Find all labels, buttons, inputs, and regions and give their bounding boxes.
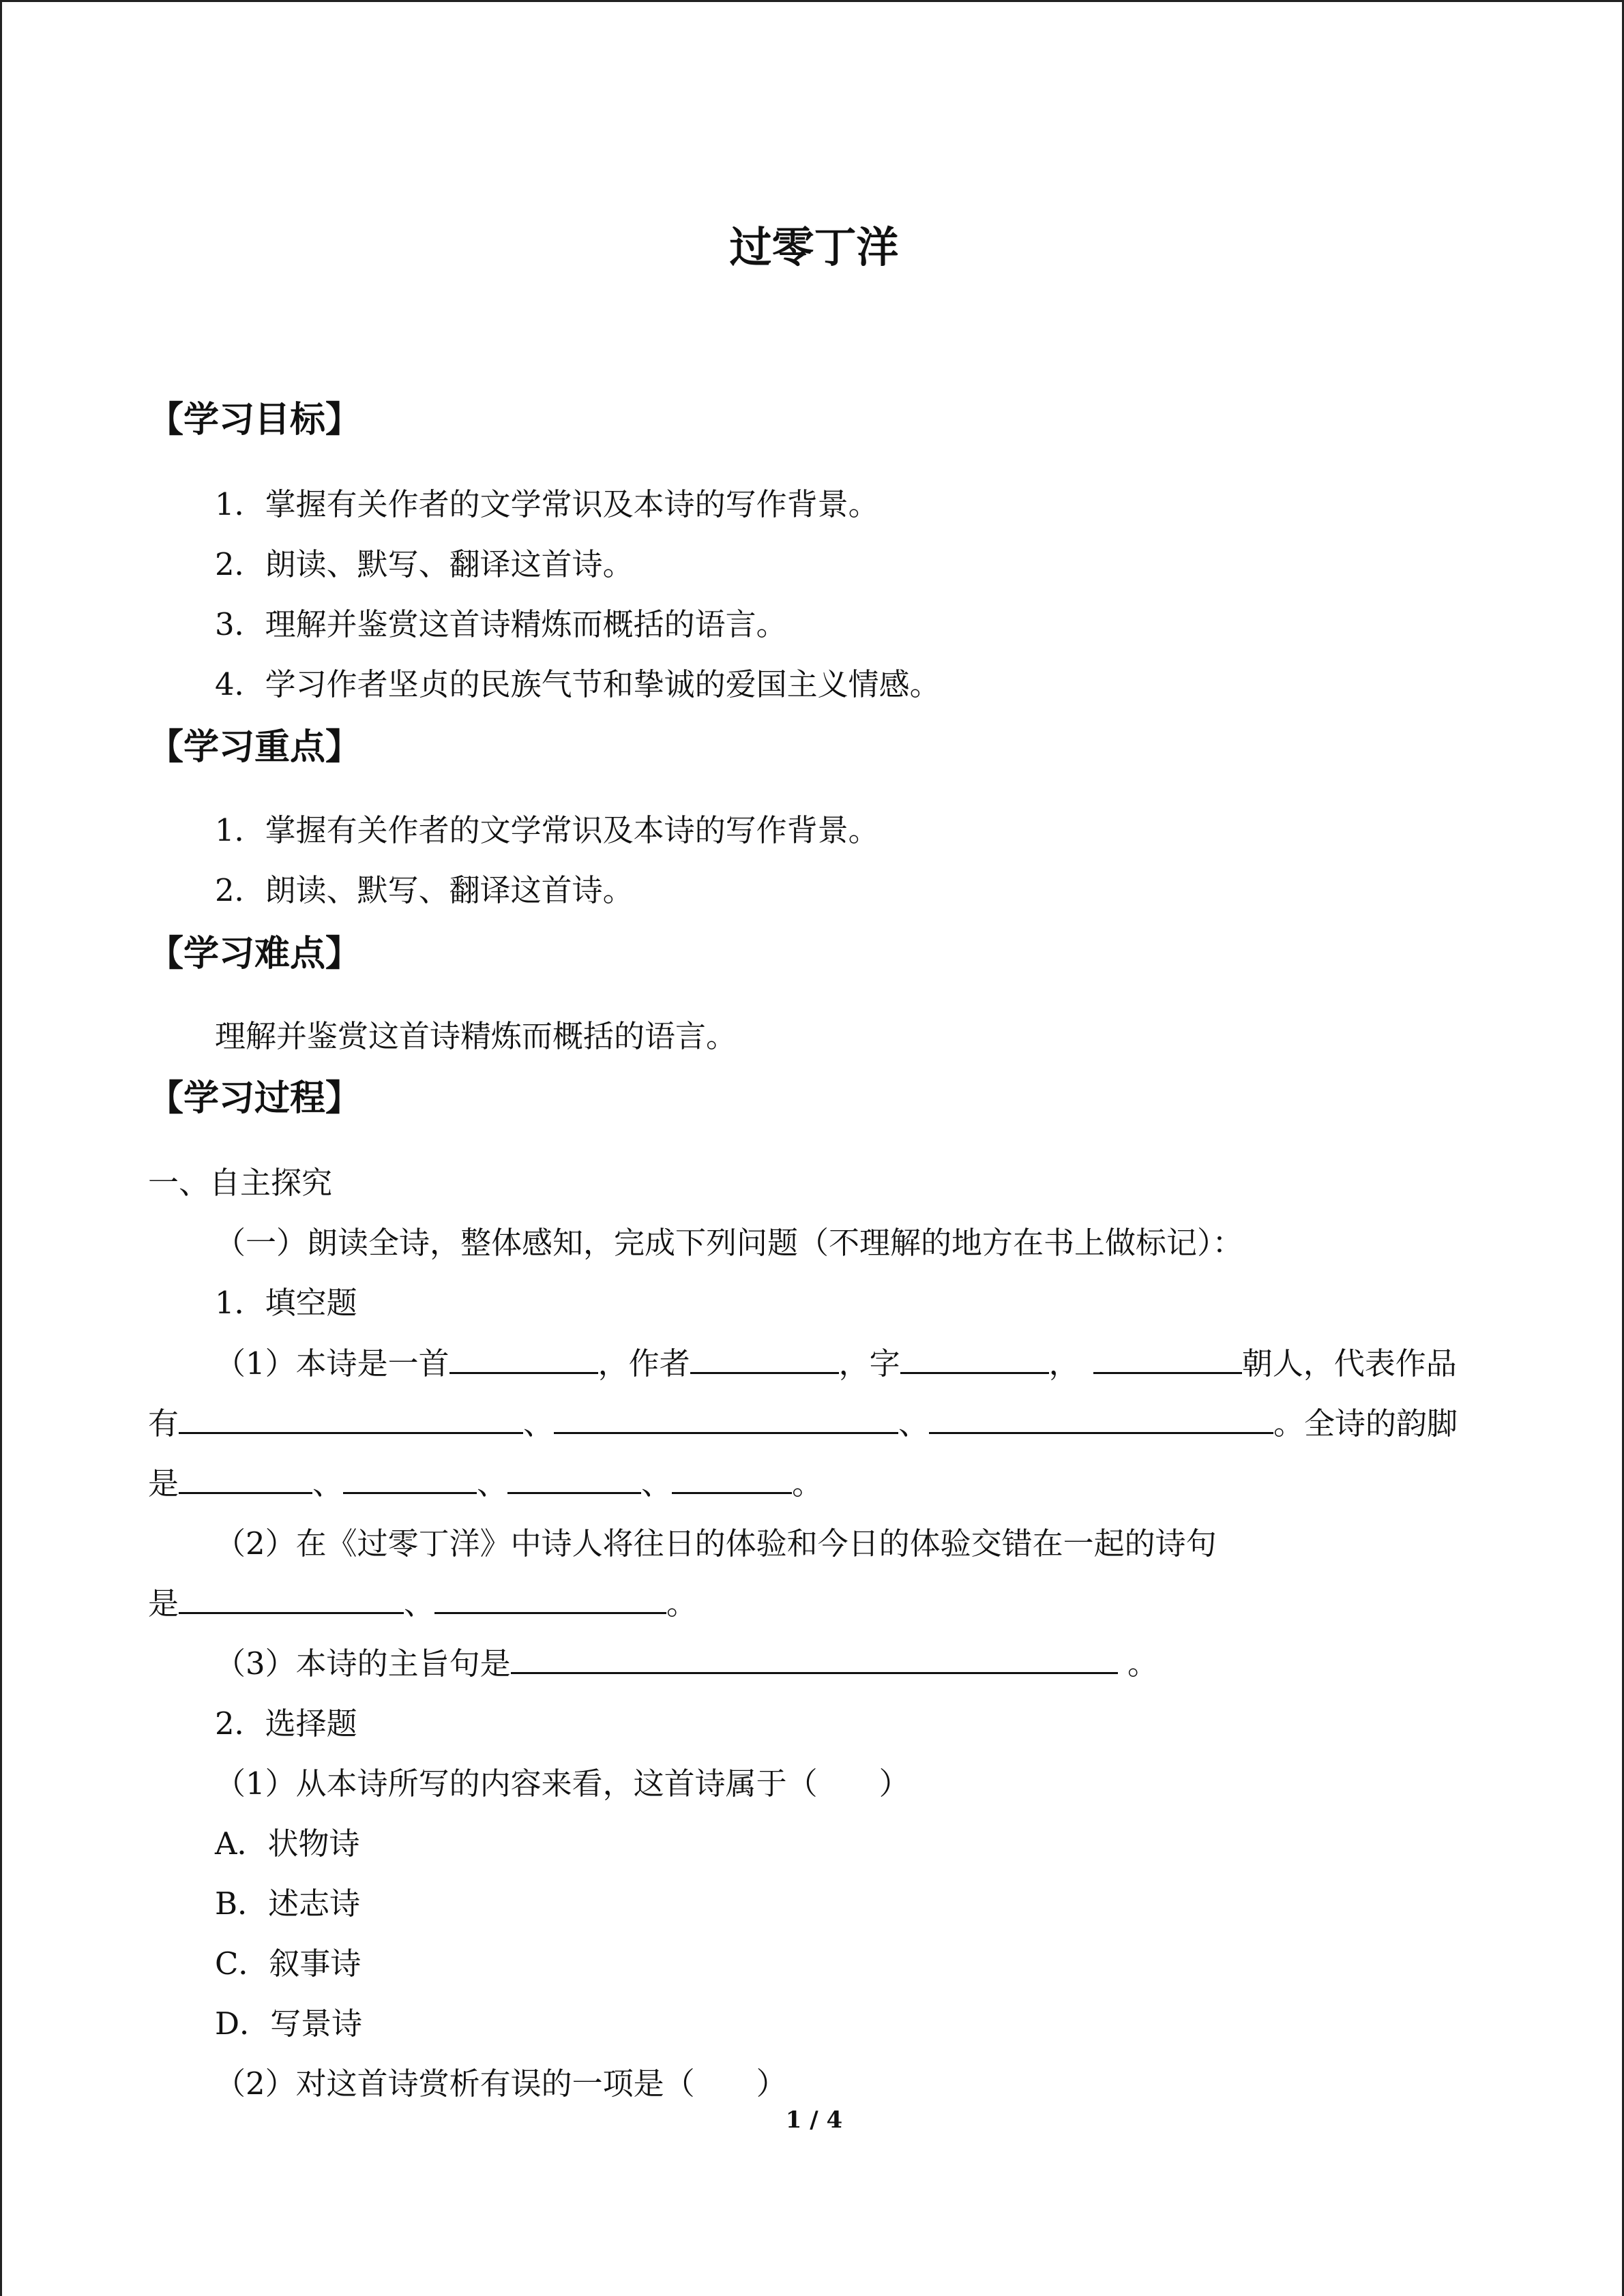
q1-text: 有 bbox=[148, 1405, 179, 1442]
q3-text: （3）本诗的主旨句是 bbox=[215, 1645, 511, 1682]
focus-item: 2．朗读、默写、翻译这首诗。 bbox=[215, 872, 634, 908]
choice-title: 2．选择题 bbox=[215, 1705, 357, 1742]
choice-question: （1）从本诗所写的内容来看，这首诗属于（ ） bbox=[215, 1765, 910, 1802]
goal-item: 1．掌握有关作者的文学常识及本诗的写作背景。 bbox=[215, 486, 879, 522]
goal-item: 2．朗读、默写、翻译这首诗。 bbox=[215, 546, 634, 582]
q3-text: 。 bbox=[1117, 1645, 1158, 1682]
q2-line1: （2）在《过零丁洋》中诗人将往日的体验和今日的体验交错在一起的诗句 bbox=[215, 1525, 1217, 1562]
blank-field[interactable] bbox=[507, 1462, 641, 1494]
q3-line bbox=[215, 1639, 1158, 1683]
section-heading-goals: 【学习目标】 bbox=[148, 399, 361, 441]
goal-item: 4．学习作者坚贞的民族气节和挚诚的爱国主义情感。 bbox=[215, 666, 941, 702]
blank-field[interactable] bbox=[434, 1582, 666, 1614]
q1-line1 bbox=[215, 1339, 1457, 1383]
blank-field[interactable] bbox=[511, 1642, 1118, 1674]
fill-title: 1．填空题 bbox=[215, 1285, 357, 1321]
blank-field[interactable] bbox=[929, 1402, 1273, 1434]
q1-text: 。全诗的韵脚 bbox=[1273, 1405, 1458, 1442]
q1-text: ，字 bbox=[838, 1345, 900, 1382]
q2-text: 、 bbox=[404, 1585, 435, 1622]
blank-field[interactable] bbox=[1093, 1342, 1242, 1374]
q1-text: ， bbox=[1048, 1345, 1080, 1382]
intro-text: （一）朗读全诗，整体感知，完成下列问题（不理解的地方在书上做标记）： bbox=[215, 1225, 1243, 1261]
choice-option: B．述志诗 bbox=[215, 1885, 361, 1922]
blank-field[interactable] bbox=[179, 1402, 523, 1434]
q1-text: 、 bbox=[898, 1405, 930, 1442]
q1-text: 、 bbox=[312, 1465, 344, 1502]
choice-option: A．状物诗 bbox=[215, 1825, 360, 1862]
blank-field[interactable] bbox=[449, 1342, 598, 1374]
document-title: 过零丁洋 bbox=[729, 222, 899, 272]
section-heading-focus: 【学习重点】 bbox=[148, 726, 361, 768]
q1-text: 、 bbox=[523, 1405, 555, 1442]
blank-field[interactable] bbox=[690, 1342, 839, 1374]
blank-field[interactable] bbox=[343, 1462, 477, 1494]
section-heading-difficulty: 【学习难点】 bbox=[148, 933, 361, 974]
section-heading-process: 【学习过程】 bbox=[148, 1077, 361, 1119]
blank-field[interactable] bbox=[554, 1402, 898, 1434]
q1-text: 朝人，代表作品 bbox=[1241, 1345, 1457, 1382]
q1-text: ，作者 bbox=[597, 1345, 690, 1382]
blank-field[interactable] bbox=[672, 1462, 792, 1494]
q2-text: 是 bbox=[148, 1585, 179, 1622]
q1-text: 、 bbox=[641, 1465, 673, 1502]
page-number: 1 / 4 bbox=[785, 2106, 843, 2134]
blank-field[interactable] bbox=[179, 1582, 404, 1614]
q1-text: 。 bbox=[792, 1465, 823, 1502]
focus-item: 1．掌握有关作者的文学常识及本诗的写作背景。 bbox=[215, 812, 879, 848]
choice-question: （2）对这首诗赏析有误的一项是（ ） bbox=[215, 2066, 787, 2102]
q2-line2 bbox=[148, 1579, 697, 1623]
q1-line3 bbox=[148, 1459, 823, 1503]
choice-option: C．叙事诗 bbox=[215, 1945, 361, 1982]
blank-field[interactable] bbox=[179, 1462, 312, 1494]
choice-option: D．写景诗 bbox=[215, 2006, 363, 2042]
goal-item: 3．理解并鉴赏这首诗精炼而概括的语言。 bbox=[215, 606, 787, 642]
q1-text: 是 bbox=[148, 1465, 179, 1502]
difficulty-text: 理解并鉴赏这首诗精炼而概括的语言。 bbox=[215, 1018, 737, 1054]
q1-text: （1）本诗是一首 bbox=[215, 1345, 449, 1382]
part-heading: 一、自主探究 bbox=[148, 1165, 333, 1201]
blank-field[interactable] bbox=[900, 1342, 1049, 1374]
q2-text: 。 bbox=[666, 1585, 698, 1622]
q1-line2 bbox=[148, 1399, 1458, 1443]
q1-text: 、 bbox=[477, 1465, 508, 1502]
